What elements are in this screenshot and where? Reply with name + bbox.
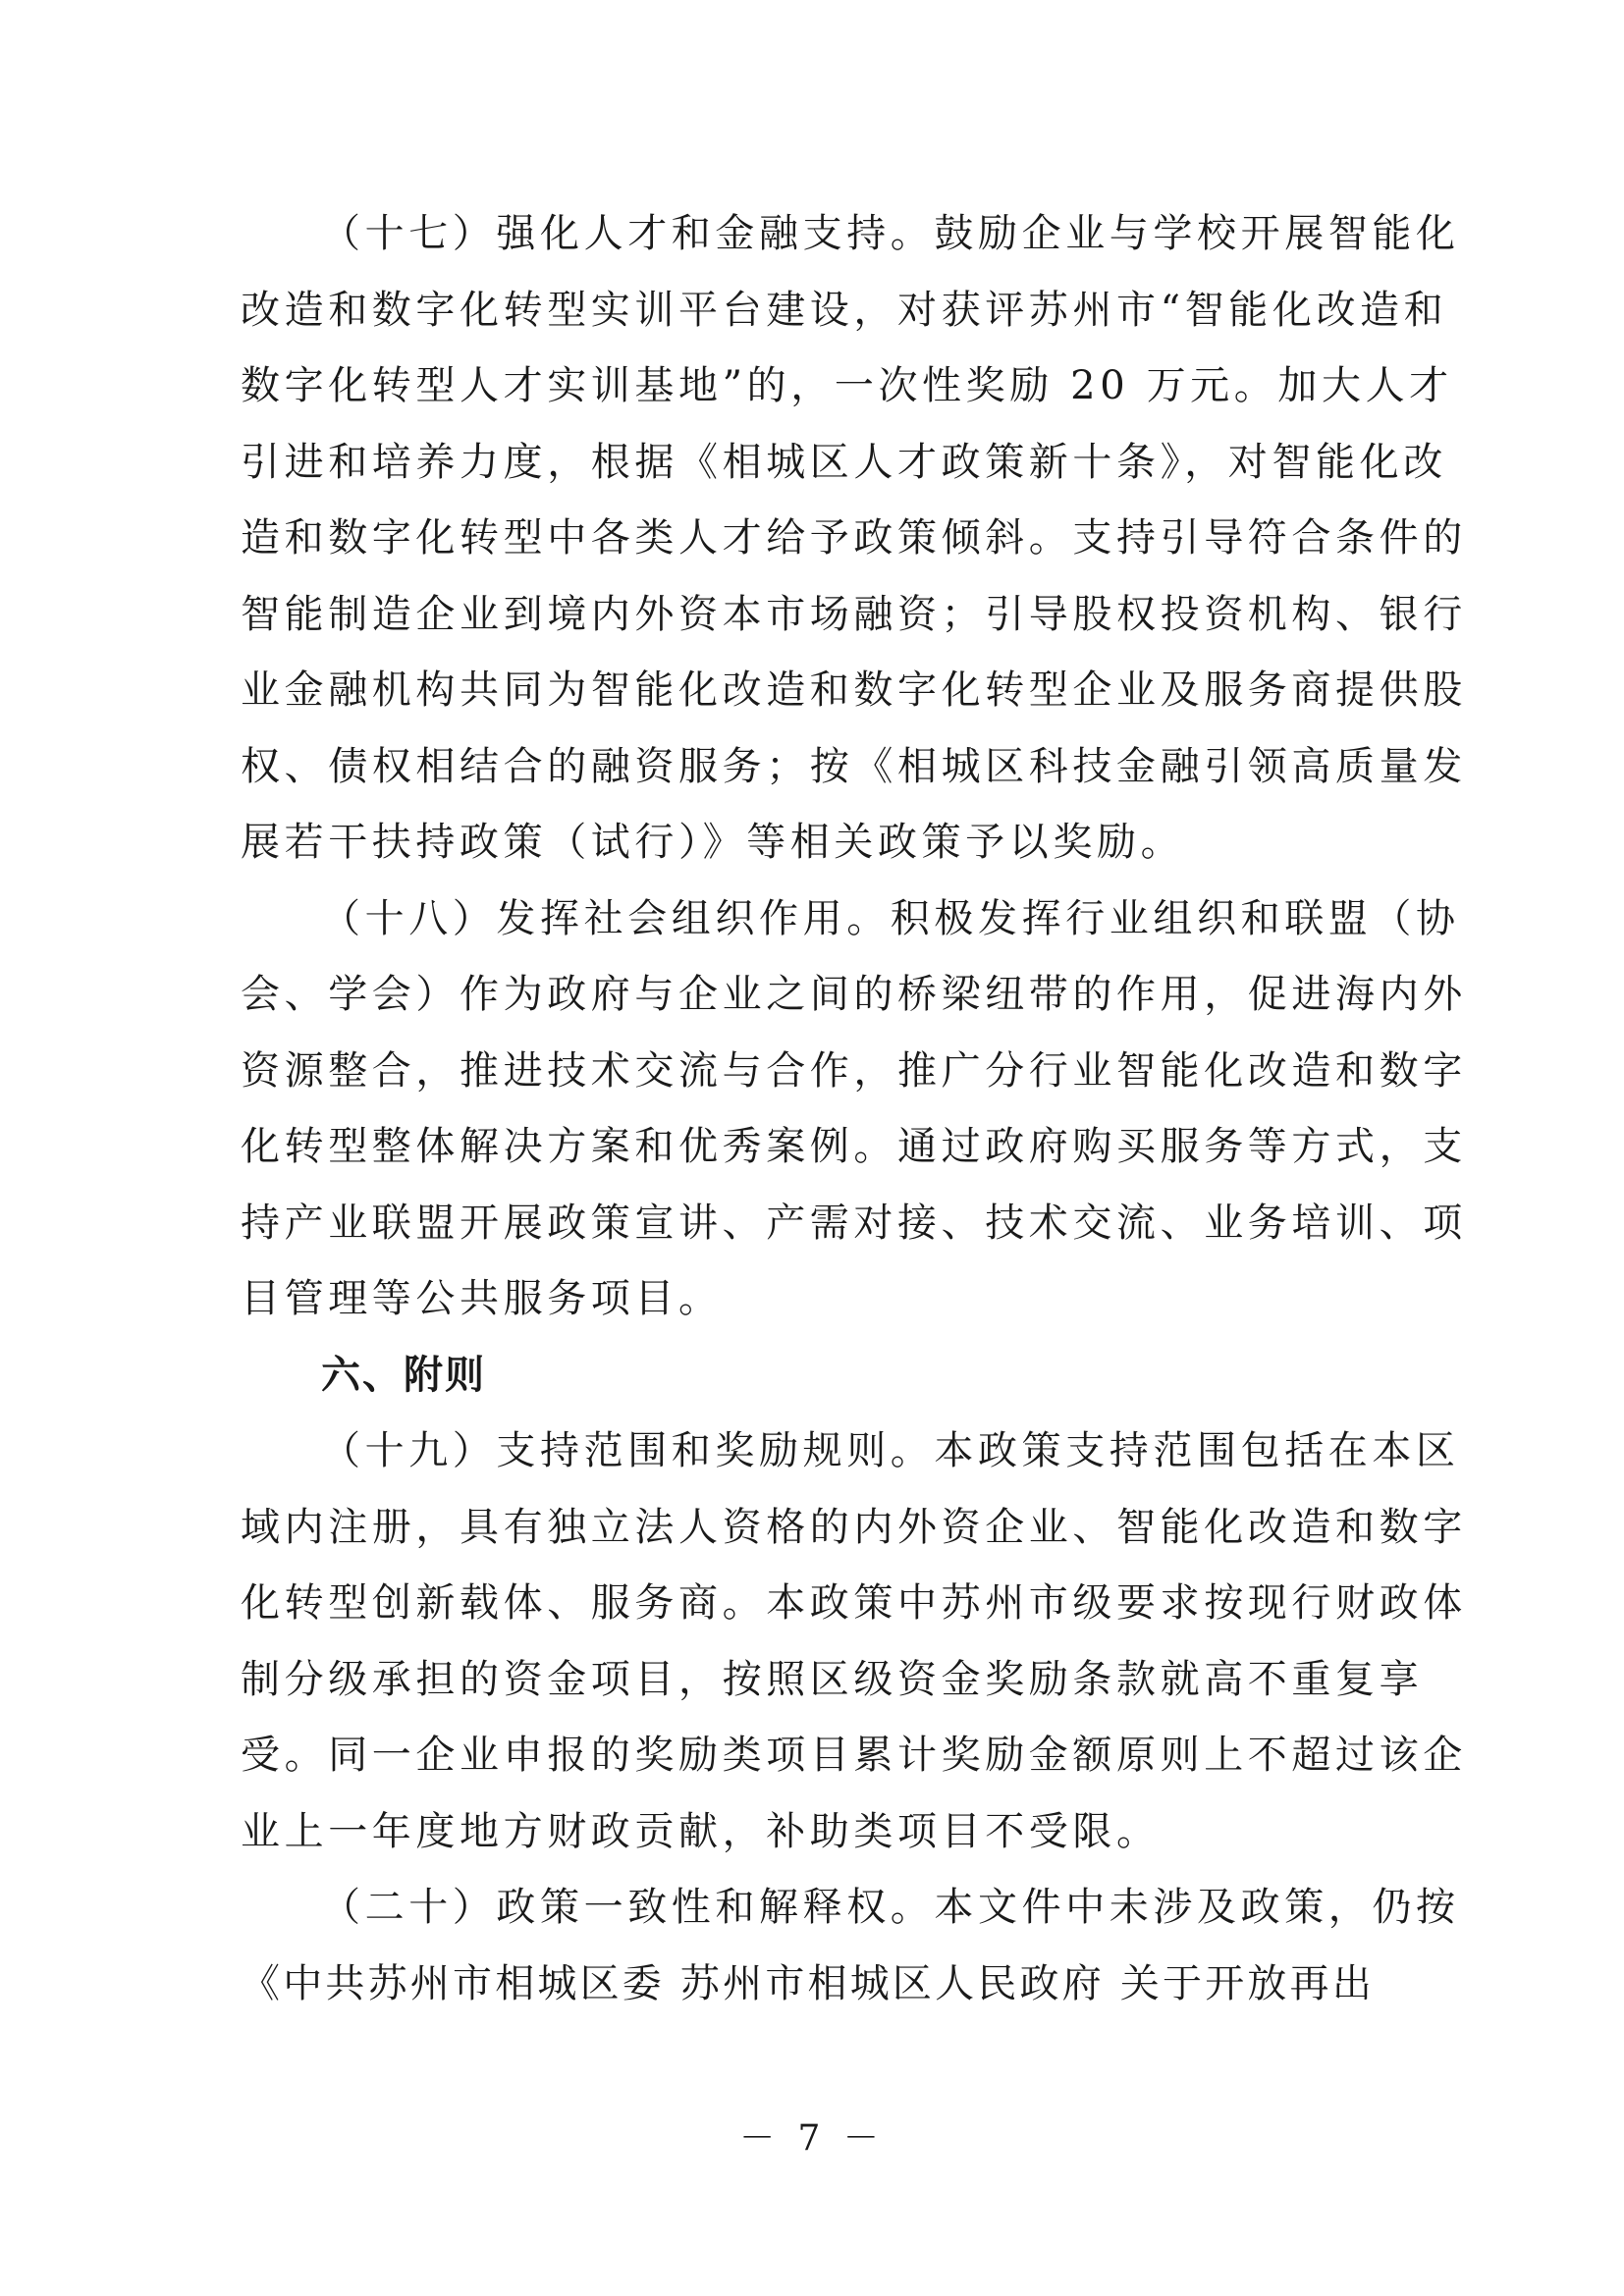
paragraph-20-line-1: （二十）政策一致性和解释权。本文件中未涉及政策，仍按 — [321, 1885, 1460, 1930]
paragraph-18-line-2: 会、学会）作为政府与企业之间的桥梁纽带的作用，促进海内外 — [241, 972, 1467, 1017]
paragraph-19-line-3: 化转型创新载体、服务商。本政策中苏州市级要求按现行财政体 — [241, 1580, 1467, 1626]
paragraph-17-line-7: 业金融机构共同为智能化改造和数字化转型企业及服务商提供股 — [241, 667, 1467, 713]
paragraph-18-line-4: 化转型整体解决方案和优秀案例。通过政府购买服务等方式，支 — [241, 1124, 1467, 1169]
page-number: － 7 － — [739, 2118, 885, 2159]
paragraph-19-line-2: 域内注册，具有独立法人资格的内外资企业、智能化改造和数字 — [241, 1504, 1467, 1550]
paragraph-18-line-1: （十八）发挥社会组织作用。积极发挥行业组织和联盟（协 — [321, 895, 1460, 941]
body-text — [241, 196, 1467, 2022]
paragraph-17-line-6: 智能制造企业到境内外资本市场融资；引导股权投资机构、银行 — [241, 591, 1467, 637]
paragraph-18-line-3: 资源整合，推进技术交流与合作，推广分行业智能化改造和数字 — [241, 1047, 1467, 1094]
paragraph-17-line-4: 引进和培养力度，根据《相城区人才政策新十条》，对智能化改 — [241, 439, 1447, 485]
paragraph-17-line-8: 权、债权相结合的融资服务；按《相城区科技金融引领高质量发 — [241, 743, 1467, 789]
paragraph-17-line-1: （十七）强化人才和金融支持。鼓励企业与学校开展智能化 — [321, 211, 1460, 256]
paragraph-17-line-5: 造和数字化转型中各类人才给予政策倾斜。支持引导符合条件的 — [241, 515, 1467, 561]
paragraph-17-line-3: 数字化转型人才实训基地”的，一次性奖励 20 万元。加大人才 — [241, 363, 1453, 408]
paragraph-19-line-4: 制分级承担的资金项目，按照区级资金奖励条款就高不重复享 — [241, 1656, 1424, 1702]
section-heading: 六、附则 — [321, 1352, 486, 1398]
paragraph-17-line-2: 改造和数字化转型实训平台建设，对获评苏州市“智能化改造和 — [241, 287, 1448, 333]
paragraph-20-line-2: 《中共苏州市相城区委 苏州市相城区人民政府 关于开放再出 — [241, 1960, 1376, 2006]
paragraph-19-line-5: 受。同一企业申报的奖励类项目累计奖励金额原则上不超过该企 — [241, 1733, 1467, 1778]
paragraph-18-line-5: 持产业联盟开展政策宣讲、产需对接、技术交流、业务培训、项 — [241, 1200, 1467, 1246]
paragraph-18-line-6: 目管理等公共服务项目。 — [241, 1276, 723, 1321]
paragraph-19-line-1: （十九）支持范围和奖励规则。本政策支持范围包括在本区 — [321, 1428, 1460, 1473]
paragraph-17-line-9: 展若干扶持政策（试行）》等相关政策予以奖励。 — [241, 820, 1185, 865]
paragraph-19-line-6: 业上一年度地方财政贡献，补助类项目不受限。 — [241, 1808, 1161, 1854]
